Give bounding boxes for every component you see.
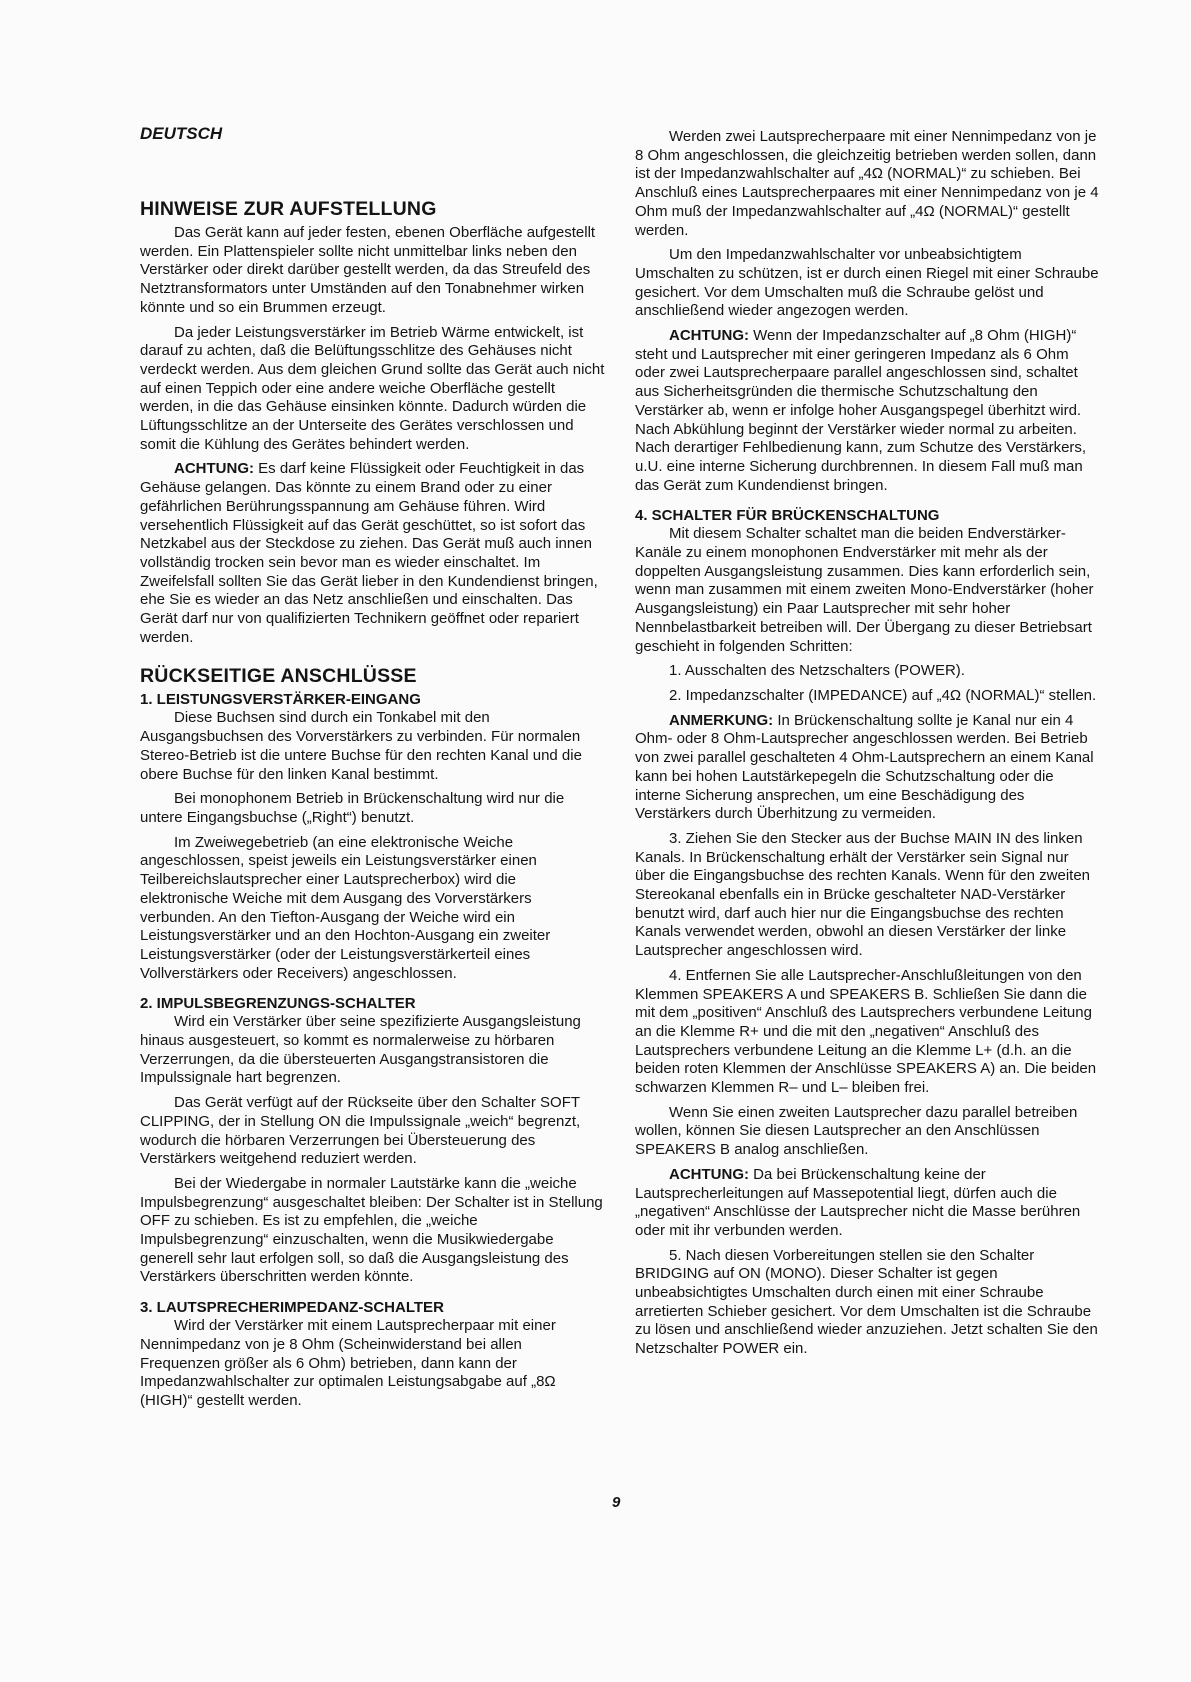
- warning-label: ACHTUNG:: [174, 460, 254, 478]
- paragraph: Bei monophonem Betrieb in Brückenschaltung wird nur die untere Eingangsbuchse („Right“) benutzt.: [140, 790, 565, 826]
- paragraph: Diese Buchsen sind durch ein Tonkabel mit den Ausgangsbuchsen des Vorverstärkers zu verbinden. Für normalen Stereo-Betrieb ist die untere Buchse für den rechten Kanal und die obere Buchse für den linken Kanal bestimmt.: [140, 709, 582, 783]
- paragraph: Wird der Verstärker mit einem Lautsprecherpaar mit einer Nennimpedanz von je 8 Ohm (Scheinwiderstand bei allen Frequenzen größer als 6 Ohm) betrieben, dann kann der Impedanzwahlschalter zur optimalen Leistungsabgabe auf „8Ω (HIGH)“ gestellt werden.: [140, 1317, 556, 1409]
- subsection-title: 3. LAUTSPRECHERIMPEDANZ-SCHALTER: [140, 1299, 444, 1317]
- page-number: 9: [612, 1494, 621, 1511]
- paragraph: Im Zweiwegebetrieb (an eine elektronische Weiche angeschlossen, speist jeweils ein Leistungsverstärker einen Teilbereichslautsprecher einer Lautsprecherbox) wird die elektronische Weiche mit dem Ausgang des Vorverstärkers verbunden. An den Tiefton-Ausgang der Weiche wird ein Leistungsverstärker und an den Hochton-Ausgang ein zweiter Leistungsverstärker (oder der Leistungsverstärkerteil eines Vollverstärkers oder Receivers) angeschlossen.: [140, 833, 551, 982]
- subsection-title: 2. IMPULSBEGRENZUNGS-SCHALTER: [140, 995, 416, 1013]
- step-item: 3. Ziehen Sie den Stecker aus der Buchse MAIN IN des linken Kanals. In Brückenschaltung erhält der Verstärker sein Signal nur über die Eingangsbuchse des rechten Kanals. Wenn für den zweiten Stereokanal ebenfalls ein in Brücke geschalteter NAD-Verstärker benutzt wird, darf auch hier nur die Eingangsbuchse des rechten Kanals verwendet werden, obwohl an diesen Verstärker der linke Lautsprecher angeschlossen wird.: [635, 829, 1091, 960]
- paragraph: [635, 327, 1100, 495]
- subsection-title: 4. SCHALTER FÜR BRÜCKENSCHALTUNG: [635, 507, 940, 525]
- warning-label: ACHTUNG:: [669, 327, 749, 345]
- step-item: 4. Entfernen Sie alle Lautsprecher-Anschlußleitungen von den Klemmen SPEAKERS A und SPEAKERS B. Schließen Sie dann die mit dem „positiven“ Anschluß des Lautsprechers verbundene Leitung an die Klemme R+ und die mit den „negativen“ Anschluß des Lautsprechers verbundene Leitung an die Klemme L+ (d.h. an die beiden roten Klemmen der Anschlüsse SPEAKERS A) an. Die beiden schwarzen Klemmen R– und L– bleiben frei.: [635, 966, 1097, 1097]
- paragraph: Da jeder Leistungsverstärker im Betrieb Wärme entwickelt, ist darauf zu achten, daß die Belüftungsschlitze des Gehäuses nicht verdeckt werden. Aus dem gleichen Grund sollte das Gerät auch nicht auf einen Teppich oder eine andere weiche Oberfläche gestellt werden, in die das Gehäuse einsinken könnte. Dadurch würden die Lüftungsschlitze an der Unterseite des Gerätes verschlossen und somit die Kühlung des Gerätes behindert werden.: [140, 323, 605, 453]
- note-label: ANMERKUNG:: [669, 711, 774, 729]
- paragraph-text: Wenn der Impedanzschalter auf „8 Ohm (HIGH)“ steht und Lautsprecher mit einer geringeren Impedanz als 6 Ohm oder zwei Lautsprecherpaare parallel angeschlossen sind, schaltet aus Sicherheitsgründen die thermische Schutzschaltung den Verstärker ab, wenn er infolge hoher Ausgangspegel überhitzt wird. Nach Abkühlung beginnt der Verstärker wieder normal zu arbeiten. Nach derartiger Fehlbedienung kann, zum Schutze des Verstärkers, u.U. eine interne Sicherung durchbrennen. In diesem Fall muß man das Gerät zum Kundendienst bringen.: [635, 327, 1087, 494]
- paragraph-text: In Brückenschaltung sollte je Kanal nur ein 4 Ohm- oder 8 Ohm-Lautsprecher angeschlossen werden. Bei Betrieb von zwei parallel geschalteten 4 Ohm-Lautsprechern an einem Kanal kann bei hohen Lautstärkepegeln die Schutzschaltung oder die interne Sicherung ansprechen, um eine Beschädigung des Verstärkers durch Überhitzung zu vermeiden.: [635, 711, 1094, 823]
- paragraph: [140, 460, 605, 647]
- paragraph-text: Da bei Brückenschaltung keine der Lautsprecherleitungen auf Massepotential liegt, dürfen auch die „negativen“ Anschlüsse der Lautsprecher nicht die Masse berühren oder mit ihr verbunden werden.: [635, 1165, 1081, 1239]
- step-item: 2. Impedanzschalter (IMPEDANCE) auf „4Ω (NORMAL)“ stellen.: [669, 686, 1097, 704]
- paragraph: Wird ein Verstärker über seine spezifizierte Ausgangsleistung hinaus ausgesteuert, so kommt es normalerweise zu hörbaren Verzerrungen, da die übersteuerten Ausgangstransistoren die Impulssignale hart begrenzen.: [140, 1013, 581, 1087]
- section-title-setup: HINWEISE ZUR AUFSTELLUNG: [140, 198, 437, 220]
- language-label: DEUTSCH: [140, 124, 223, 143]
- paragraph: Mit diesem Schalter schaltet man die beiden Endverstärker-Kanäle zu einem monophonen Endverstärker mit mehr als der doppelten Ausgangsleistung zusammen. Dies kann erforderlich sein, wenn man zusammen mit einem zweiten Mono-Endverstärker (hoher Ausgangsleistung) ein Paar Lautsprecher mit sehr hoher Nennbelastbarkeit betreiben will. Der Übergang zu dieser Betriebsart geschieht in folgenden Schritten:: [635, 525, 1094, 655]
- paragraph: Bei der Wiedergabe in normaler Lautstärke kann die „weiche Impulsbegrenzung“ ausgeschaltet bleiben: Der Schalter ist in Stellung OFF zu schieben. Es ist zu empfehlen, die „weiche Impulsbegrenzung“ einzuschalten, wenn die Musikwiedergabe generell sehr laut erfolgen soll, so daß die Ausgangsleistung des Verstärkers überschritten werden könnte.: [140, 1174, 603, 1286]
- step-item: 1. Ausschalten des Netzschalters (POWER).: [669, 662, 965, 680]
- paragraph: Das Gerät kann auf jeder festen, ebenen Oberfläche aufgestellt werden. Ein Plattenspieler sollte nicht unmittelbar links neben den Verstärker oder direkt darüber gestellt werden, da das Streufeld des Netztransformators unter Umständen auf den Tonabnehmer wirken könnte und so ein Brummen erzeugt.: [140, 224, 596, 316]
- right-column: [635, 128, 1100, 1365]
- paragraph: [635, 1166, 1100, 1241]
- paragraph: [635, 712, 1100, 824]
- paragraph: Um den Impedanzwahlschalter vor unbeabsichtigtem Umschalten zu schützen, ist er durch einen Riegel mit einer Schraube gesichert. Vor dem Umschalten muß die Schraube gelöst und anschließend wieder angezogen werden.: [635, 246, 1099, 320]
- paragraph: Werden zwei Lautsprecherpaare mit einer Nennimpedanz von je 8 Ohm angeschlossen, die gleichzeitig betrieben werden sollen, dann ist der Impedanzwahlschalter auf „4Ω (NORMAL)“ zu schieben. Bei Anschluß eines Lautsprecherpaares mit einer Nennimpedanz von je 4 Ohm muß der Impedanzwahlschalter auf „4Ω (NORMAL)“ gestellt werden.: [635, 128, 1099, 239]
- subsection-title: 1. LEISTUNGSVERSTÄRKER-EINGANG: [140, 691, 421, 709]
- left-column: [140, 124, 605, 1417]
- warning-label: ACHTUNG:: [669, 1165, 749, 1183]
- step-item: 5. Nach diesen Vorbereitungen stellen sie den Schalter BRIDGING auf ON (MONO). Dieser Schalter ist gegen unbeabsichtigtes Umschalten durch einen mit einer Schraube arretierten Schieber gesichert. Vor dem Umschalten ist die Schraube zu lösen und anschließend wieder anzuziehen. Jetzt schalten Sie den Netzschalter POWER ein.: [635, 1246, 1098, 1358]
- paragraph: Das Gerät verfügt auf der Rückseite über den Schalter SOFT CLIPPING, der in Stellung ON die Impulssignale „weich“ begrenzt, wodurch die hörbaren Verzerrungen bei Übersteuerung des Verstärkers weitgehend reduziert werden.: [140, 1094, 581, 1168]
- section-title-rear: RÜCKSEITIGE ANSCHLÜSSE: [140, 665, 417, 688]
- paragraph: Wenn Sie einen zweiten Lautsprecher dazu parallel betreiben wollen, können Sie diesen Lautsprecher an den Anschlüssen SPEAKERS B analog anschließen.: [635, 1103, 1078, 1159]
- paragraph-text: Es darf keine Flüssigkeit oder Feuchtigkeit in das Gehäuse gelangen. Das könnte zu einem Brand oder zu einer gefährlichen Berührungsspannung am Gehäuse führen. Wird versehentlich Flüssigkeit auf das Gerät geschüttet, so ist sofort das Netzkabel aus der Steckdose zu ziehen. Das Gerät muß auch innen vollständig trocken sein bevor man es wieder einschaltet. Im Zweifelsfall sollten Sie das Gerät lieber in den Kundendienst bringen, ehe Sie es wieder an das Netz anschließen und einschalten. Das Gerät darf nur von qualifizierten Technikern geöffnet oder repariert werden.: [140, 460, 598, 646]
